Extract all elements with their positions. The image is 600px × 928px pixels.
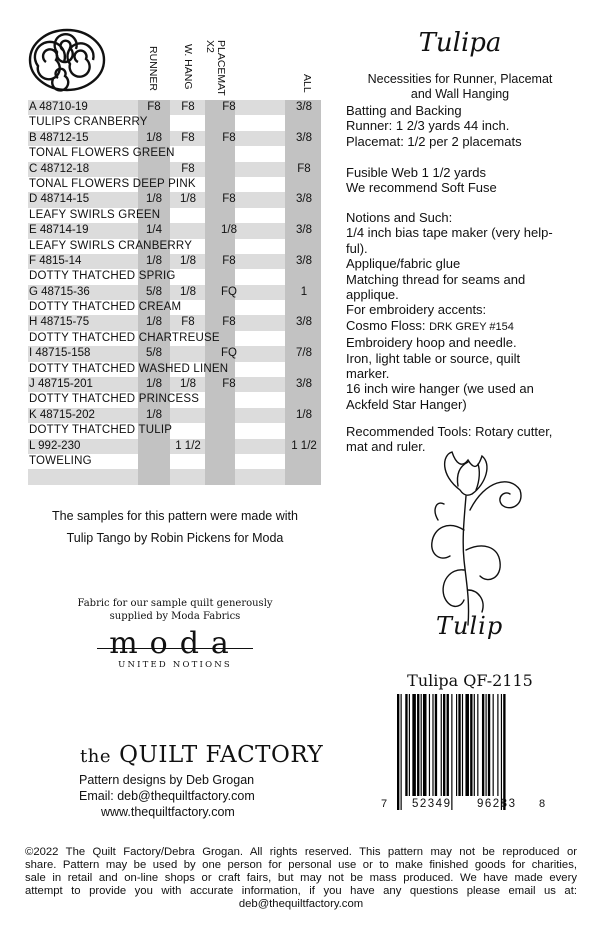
fabric-yardage: 5/8 (146, 285, 162, 298)
table-row-fabric-name (28, 331, 321, 346)
fabric-supply-note: Fabric for our sample quilt generously supplied by Moda Fabrics (77, 598, 273, 622)
fabric-yardage: 1/8 (296, 408, 312, 421)
barcode-bar (503, 694, 505, 810)
fabric-yardage: 1/8 (180, 254, 196, 267)
fabric-name: TONAL FLOWERS GREEN (29, 147, 175, 160)
contact-website: www.thequiltfactory.com (101, 805, 235, 819)
barcode-bar (497, 694, 498, 796)
fabric-yardage: 3/8 (296, 101, 312, 113)
fabric-yardage: 3/8 (296, 193, 312, 206)
fabric-yardage: 3/8 (296, 224, 312, 237)
barcode-bar (429, 694, 430, 796)
fabric-code: D 48714-15 (29, 193, 90, 206)
fabric-yardage: 7/8 (296, 347, 312, 360)
moda-logo-tagline: UNITED NOTIONS (118, 660, 232, 670)
barcode-bar (409, 694, 410, 796)
column-header-all: ALL (301, 74, 313, 93)
fabric-name: TOWELING (29, 454, 92, 467)
table-row-fabric-name (28, 239, 321, 254)
fabric-yardage: 1/8 (146, 408, 162, 421)
fabric-yardage: 1/8 (180, 193, 196, 206)
notions-section: Notions and Such: 1/4 inch bias tape maker (very help- ful). Applique/fabric glue Matching thread for seams and applique. For embroidery accents: Cosmo Floss: DRK GREY #154 Embroidery hoop and needle. Iron, light table or source, quilt marker. 16 inch wire hanger (we used an Ackfeld Star Hanger) (346, 210, 553, 412)
table-row-fabric-name (28, 115, 321, 130)
fabric-yardage: 1/8 (146, 131, 162, 144)
table-row-fabric-name (28, 300, 321, 315)
fabric-name: DOTTY THATCHED CHARTREUSE (29, 331, 220, 344)
fabric-yardage: F8 (147, 101, 161, 113)
moda-logo (95, 626, 255, 670)
barcode-bar (443, 694, 445, 796)
table-row-fabric-code (28, 439, 321, 454)
fabric-code: G 48715-36 (29, 285, 90, 298)
barcode-bar (458, 694, 460, 796)
barcode-bar (423, 694, 427, 796)
fusible-section: Fusible Web 1 1/2 yards We recommend Soft Fuse (346, 165, 497, 196)
fabric-code: I 48715-158 (29, 347, 91, 360)
fabric-name: DOTTY THATCHED TULIP (29, 424, 173, 437)
barcode-icon (397, 694, 537, 812)
fabric-name: DOTTY THATCHED WASHED LINEN (29, 362, 229, 375)
fabric-yardage: 1/4 (146, 224, 162, 237)
barcode-digits-right: 96283 (477, 798, 517, 810)
samples-note: The samples for this pattern were made with Tulip Tango by Robin Pickens for Moda (52, 509, 298, 545)
fabric-name: DOTTY THATCHED SPRIG (29, 270, 176, 283)
barcode-bar (482, 694, 484, 796)
subtitle: Necessities for Runner, Placemat and Wall Hanging (367, 72, 553, 101)
fabric-name: LEAFY SWIRLS GREEN (29, 208, 161, 221)
fabric-code: K 48715-202 (29, 408, 95, 421)
fabric-yardage: F8 (222, 101, 236, 113)
table-row-fabric-code (28, 131, 321, 146)
table-row-fabric-code (28, 254, 321, 269)
barcode-bar (421, 694, 422, 796)
fabric-name: DOTTY THATCHED CREAM (29, 301, 182, 314)
batting-section: Batting and Backing Runner: 1 2/3 yards 44 inch. Placemat: 1/2 per 2 placemats (346, 103, 522, 149)
table-row-fabric-name (28, 423, 321, 438)
fabric-yardage: 1/8 (146, 316, 162, 329)
swirl-logo-icon (28, 28, 106, 92)
fabric-table (28, 100, 321, 485)
fabric-name: DOTTY THATCHED PRINCESS (29, 393, 200, 406)
barcode-bar (474, 694, 475, 796)
table-row-fabric-code (28, 377, 321, 392)
barcode-digits-left: 52349 (412, 798, 452, 810)
column-header-wall-hang: W. HANG (182, 44, 194, 90)
barcode-bar (462, 694, 463, 796)
fabric-yardage: 1 1/2 (291, 439, 317, 452)
barcode-bar (456, 694, 457, 796)
moda-logo-word: moda (109, 626, 241, 661)
fabric-yardage: 1 1/2 (175, 439, 201, 452)
table-row-fabric-code (28, 223, 321, 238)
table-row-fabric-name (28, 146, 321, 161)
table-row-fabric-code (28, 192, 321, 207)
copyright-notice: ©2022 The Quilt Factory/Debra Grogan. All rights reserved. This pattern may not be reproduced or share. Pattern may be used by one person for personal use or to make finished goods for charities, sale in retail and on-line shops or craft fairs, but may not be mass produced. We have made every attempt to provide you with accurate information, if you have any questions please email us at: deb@thequiltfactory.com (25, 846, 577, 910)
barcode-bar (417, 694, 419, 796)
table-row-fabric-code (28, 285, 321, 300)
fabric-yardage: F8 (181, 316, 195, 329)
table-row-fabric-code (28, 346, 321, 361)
table-row-fabric-name (28, 177, 321, 192)
tulip-signature: Tulip (436, 612, 504, 640)
barcode-bar (447, 694, 449, 796)
fabric-yardage: 1/8 (180, 285, 196, 298)
barcode-bar (477, 694, 478, 796)
barcode-bar (401, 694, 402, 810)
table-row-fabric-name (28, 392, 321, 407)
fabric-code: J 48715-201 (29, 378, 93, 391)
barcode-bar (432, 694, 433, 796)
contact-email: Email: deb@thequiltfactory.com (79, 789, 255, 803)
fabric-yardage: FQ (221, 285, 237, 298)
table-row-fabric-code (28, 408, 321, 423)
fabric-yardage: 3/8 (296, 131, 312, 144)
fabric-name: TULIPS CRANBERRY (29, 116, 148, 129)
barcode-bar (488, 694, 490, 796)
fabric-yardage: F8 (222, 254, 236, 267)
barcode-digit-last: 8 (539, 798, 546, 810)
contact-info: Pattern designs by Deb Grogan Email: deb@thequiltfactory.com www.thequiltfactory.com (79, 773, 255, 819)
fabric-name: TONAL FLOWERS DEEP PINK (29, 177, 196, 190)
barcode-bar (470, 694, 472, 796)
pattern-title: Tulipa (418, 28, 502, 58)
barcode-bar (397, 694, 399, 810)
barcode-bar (451, 694, 452, 810)
barcode-bar (501, 694, 502, 810)
table-row-fabric-name (28, 208, 321, 223)
fabric-code: C 48712-18 (29, 162, 90, 175)
barcode-bar (465, 694, 469, 796)
tools-section: Recommended Tools: Rotary cutter, mat and ruler. (346, 424, 553, 455)
fabric-yardage: F8 (181, 131, 195, 144)
fabric-code: L 992-230 (29, 439, 81, 452)
barcode-bar (441, 694, 442, 796)
fabric-name: LEAFY SWIRLS CRANBERRY (29, 239, 193, 252)
table-row-fabric-code (28, 162, 321, 177)
fabric-yardage: 1 (300, 285, 308, 298)
fabric-yardage: FQ (221, 347, 237, 360)
table-row-fabric-name (28, 454, 321, 469)
fabric-code: B 48712-15 (29, 131, 89, 144)
barcode-bar (486, 694, 487, 796)
fabric-yardage: 3/8 (296, 378, 312, 391)
table-row-end (28, 469, 321, 484)
fabric-yardage: 3/8 (296, 254, 312, 267)
table-row-fabric-name (28, 362, 321, 377)
fabric-yardage: F8 (181, 162, 195, 175)
fabric-yardage: 3/8 (296, 316, 312, 329)
product-code: Tulipa QF-2115 (407, 671, 533, 690)
barcode-digit-first: 7 (381, 798, 388, 810)
barcode-bar (412, 694, 416, 796)
table-row-fabric-name (28, 269, 321, 284)
column-header-placemat: PLACEMAT X2 (204, 40, 227, 96)
fabric-yardage: F8 (297, 162, 311, 175)
fabric-yardage: F8 (181, 101, 195, 113)
column-header-runner: RUNNER (147, 46, 159, 91)
fabric-yardage: F8 (222, 131, 236, 144)
table-row-fabric-code (28, 315, 321, 330)
fabric-yardage: 1/8 (221, 224, 237, 237)
fabric-yardage: 1/8 (180, 378, 196, 391)
table-row-fabric-code (28, 100, 321, 115)
fabric-yardage: F8 (222, 193, 236, 206)
fabric-yardage: 1/8 (146, 193, 162, 206)
fabric-code: F 4815-14 (29, 254, 82, 267)
fabric-code: A 48710-19 (29, 101, 88, 113)
barcode-bar (405, 694, 407, 796)
barcode-bar (493, 694, 494, 796)
company-logo: the QUILT FACTORY (80, 742, 324, 768)
fabric-yardage: F8 (222, 316, 236, 329)
fabric-yardage: 1/8 (146, 254, 162, 267)
fabric-code: E 48714-19 (29, 224, 89, 237)
fabric-yardage: 5/8 (146, 347, 162, 360)
fabric-code: H 48715-75 (29, 316, 90, 329)
barcode-bar (435, 694, 437, 796)
fabric-yardage: 1/8 (146, 378, 162, 391)
fabric-yardage: F8 (222, 378, 236, 391)
